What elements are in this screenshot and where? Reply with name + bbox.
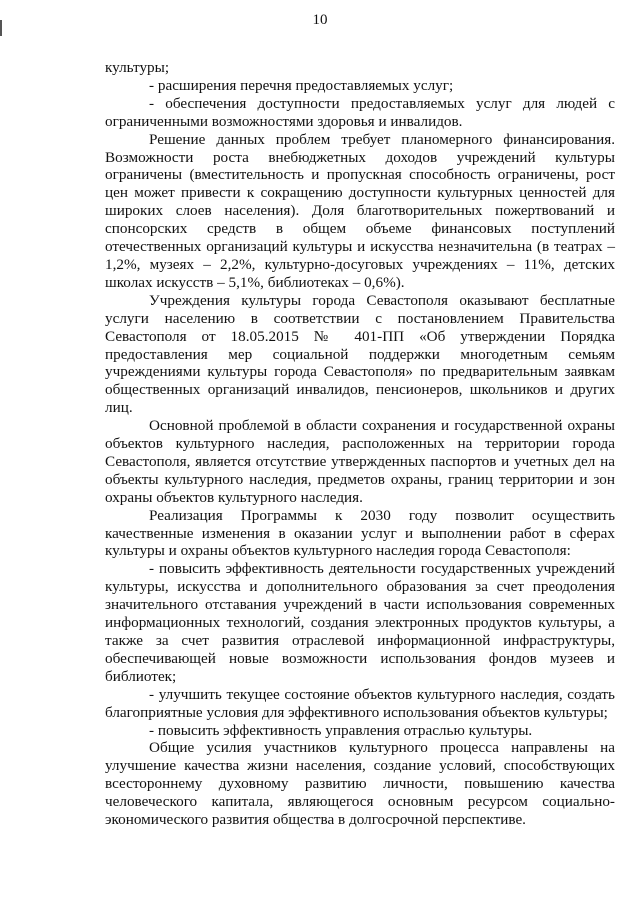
paragraph: Решение данных проблем требует планомерного финансирования. Возможности роста внебюджетных доходов учреждений культуры ограничены (вместительность и пропускная способность ограничены, рост цен может привести к сокращению доступности культурных ценностей для широких слоев населения). Доля благотворительных пожертвований и спонсорских средств в общем объеме финансовых поступлений отечественных организаций культуры и искусства незначительна (в театрах – 1,2%, музеях – 2,2%, культурно-досуговых учреждениях – 11%, детских школах искусств – 5,1%, библиотеках – 0,6%). <box>105 130 615 291</box>
list-item: - повысить эффективность деятельности государственных учреждений культуры, искусства и дополнительного образования за счет преодоления значительного отставания учреждений в части использования современных информационных технологий, создания электронных продуктов культуры, а также за счет развития отраслевой информационной инфраструктуры, обеспечивающей новые возможности использования фондов музеев и библиотек; <box>105 560 615 685</box>
paragraph: Реализация Программы к 2030 году позволит осуществить качественные изменения в оказании услуг и выполнении работ в сферах культуры и охраны объектов культурного наследия города Севастополя: <box>105 506 615 560</box>
paragraph: Общие усилия участников культурного процесса направлены на улучшение качества жизни населения, создание условий, способствующих всестороннему духовному развитию личности, повышению качества человеческого капитала, являющегося основным ресурсом социально-экономического развития общества в долгосрочной перспективе. <box>105 739 615 829</box>
list-item: - улучшить текущее состояние объектов культурного наследия, создать благоприятные условия для эффективного использования объектов культуры; <box>105 685 615 721</box>
paragraph: Учреждения культуры города Севастополя оказывают бесплатные услуги населению в соответствии с постановлением Правительства Севастополя от 18.05.2015 № 401-ПП «Об утверждении Порядка предоставления мер социальной поддержки многодетным семьям учреждениями культуры города Севастополя» по предварительным заявкам общественных организаций инвалидов, пенсионеров, школьников и других лиц. <box>105 291 615 417</box>
list-item: - обеспечения доступности предоставляемых услуг для людей с ограниченными возможностями здоровья и инвалидов. <box>105 94 615 130</box>
paragraph: Основной проблемой в области сохранения и государственной охраны объектов культурного наследия, расположенных на территории города Севастополя, является отсутствие утвержденных паспортов и учетных дел на объекты культурного наследия, предметов охраны, границ территории и зон охраны объектов культурного наследия. <box>105 417 615 506</box>
page-number: 10 <box>312 12 328 28</box>
list-item: - повысить эффективность управления отраслью культуры. <box>149 721 533 739</box>
list-item: - расширения перечня предоставляемых услуг; <box>149 76 454 94</box>
document-body <box>105 59 615 829</box>
paragraph: культуры; <box>105 59 170 76</box>
